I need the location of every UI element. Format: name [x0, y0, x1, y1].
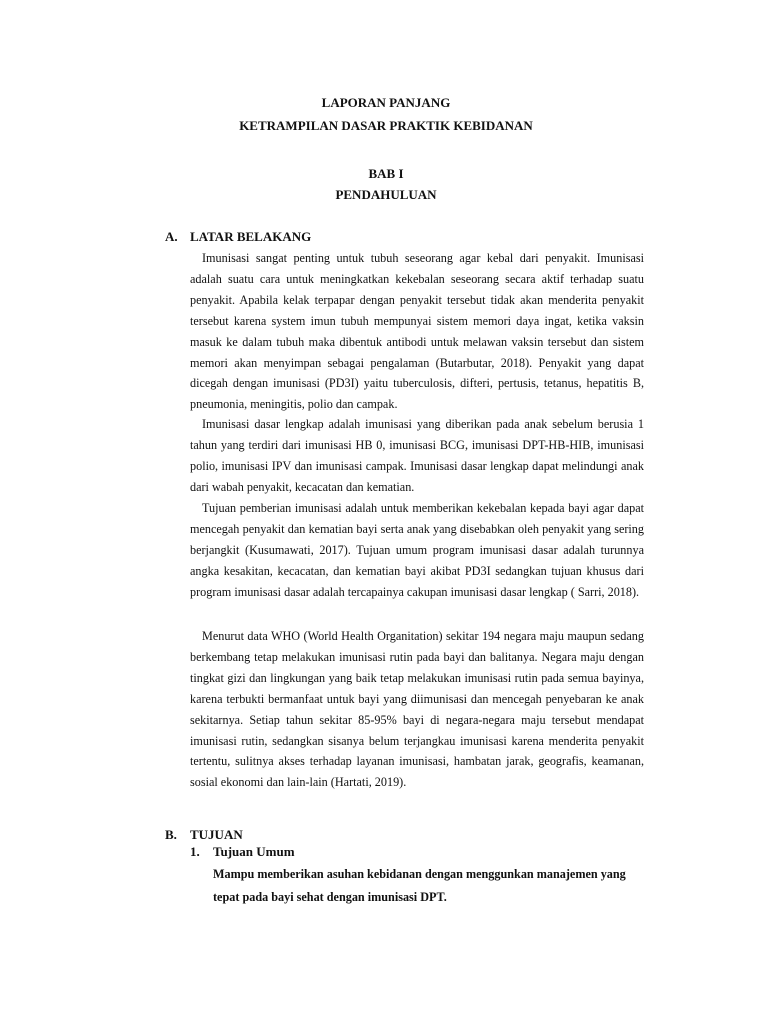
subsection-1-title: Tujuan Umum [213, 844, 295, 859]
report-title: LAPORAN PANJANG [321, 95, 451, 110]
chapter-title: PENDAHULUAN [335, 187, 437, 202]
report-subtitle: KETRAMPILAN DASAR PRAKTIK KEBIDANAN [239, 118, 533, 133]
section-a-title: LATAR BELAKANG [190, 229, 312, 244]
section-b-title: TUJUAN [190, 827, 243, 842]
paragraph-4: Menurut data WHO (World Health Organitation) sekitar 194 negara maju maupun sedang berkembang tetap melakukan imunisasi rutin pada bayi dan balitanya. Negara maju dengan tingkat gizi dan lingkungan yang baik tetap melakukan imunisasi rutin pada semua bayinya, karena terbukti bermanfaat untuk bayi yang diimunisasi dan mencegah penyebaran ke anak sekitarnya. Setiap tahun sekitar 85-95% bayi di negara-negara maju tersebut mendapat imunisasi rutin, sedangkan sisanya belum terjangkau imunisasi karena menderita penyakit tertentu, sulitnya akses terhadap layanan imunisasi, hambatan jarak, geografis, keamanan, sosial ekonomi dan lain-lain (Hartati, 2019). [190, 629, 644, 790]
section-b-number: B. [165, 827, 177, 842]
paragraph-3: Tujuan pemberian imunisasi adalah untuk memberikan kekebalan kepada bayi agar dapat mencegah penyakit dan kematian bayi serta anak yang disebabkan oleh penyakit yang sering berjangkit (Kusumawati, 2017). Tujuan umum program imunisasi dasar adalah turunnya angka kesakitan, kecacatan, dan kematian bayi akibat PD3I sedangkan tujuan khusus dari program imunisasi dasar adalah tercapainya cakupan imunisasi dasar lengkap ( Sarri, 2018). [190, 501, 644, 599]
section-a-number: A. [165, 229, 178, 244]
chapter-number: BAB I [368, 166, 404, 181]
general-goal-text: Mampu memberikan asuhan kebidanan dengan menggunkan manajemen yang tepat pada bayi sehat dengan imunisasi DPT. [213, 867, 626, 904]
subsection-1-number: 1. [190, 844, 200, 859]
paragraph-1: Imunisasi sangat penting untuk tubuh seseorang agar kebal dari penyakit. Imunisasi adalah suatu cara untuk meningkatkan kekebalan seseorang secara aktif terhadap suatu penyakit. Apabila kelak terpapar dengan penyakit tersebut tidak akan menderita penyakit tersebut karena system imun tubuh mempunyai sistem memori daya ingat, ketika vaksin masuk ke dalam tubuh maka dibentuk antibodi untuk melawan vaksin tersebut dan sistem memori akan menyimpan sebagai pengalaman (Butarbutar, 2018). Penyakit yang dapat dicegah dengan imunisasi (PD3I) yaitu tuberculosis, difteri, pertusis, tetanus, hepatitis B, pneumonia, meningitis, polio dan campak. [190, 251, 644, 412]
paragraph-2: Imunisasi dasar lengkap adalah imunisasi yang diberikan pada anak sebelum berusia 1 tahun yang terdiri dari imunisasi HB 0, imunisasi BCG, imunisasi DPT-HB-HIB, imunisasi polio, imunisasi IPV dan imunisasi campak. Imunisasi dasar lengkap dapat melindungi anak dari wabah penyakit, kecacatan dan kematian. [190, 417, 644, 494]
